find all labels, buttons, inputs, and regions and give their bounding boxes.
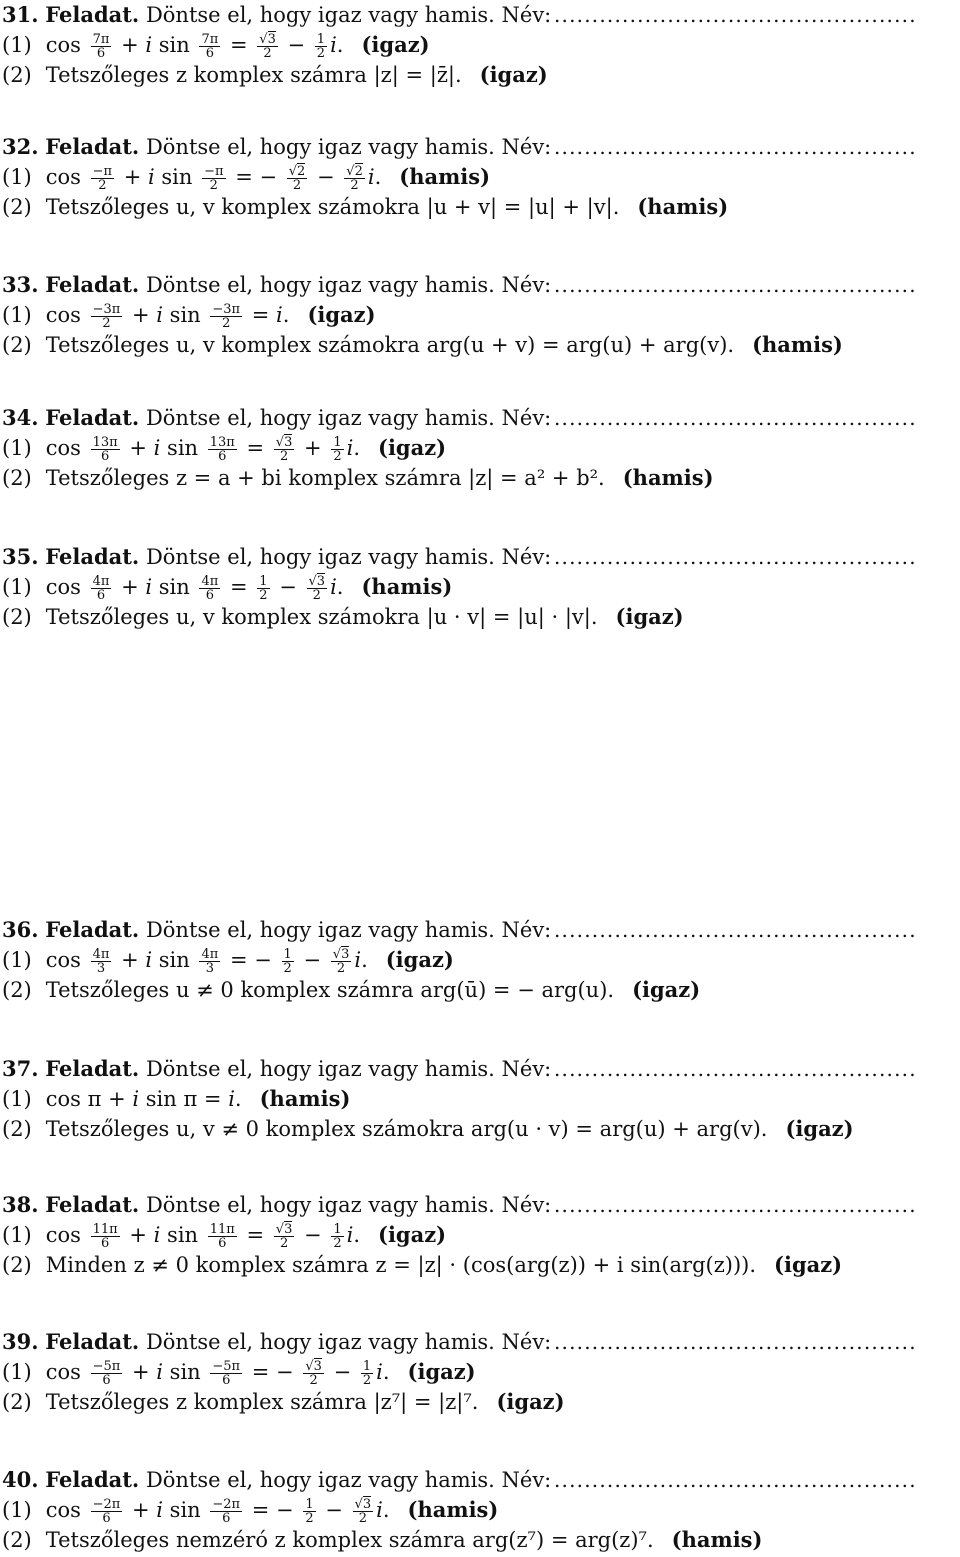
task-38	[2, 1190, 960, 1280]
task-number: 34.	[2, 405, 39, 430]
statement-mark: (1)	[2, 165, 32, 189]
verdict: (igaz)	[496, 1389, 565, 1414]
name-dots: ................................................	[554, 918, 917, 942]
task-number: 39.	[2, 1329, 39, 1354]
statement-mark: (2)	[2, 333, 32, 357]
statement-1	[2, 572, 960, 602]
name-label: Név:	[501, 1193, 552, 1217]
task-question: Döntse el, hogy igaz vagy hamis.	[145, 406, 495, 430]
task-label: Feladat.	[45, 1192, 140, 1217]
name-dots: ................................................	[554, 273, 917, 297]
statement-2	[2, 463, 960, 493]
task-label: Feladat.	[45, 544, 140, 569]
statement-2	[2, 192, 960, 222]
task-40	[2, 1465, 960, 1555]
verdict: (hamis)	[622, 465, 714, 490]
formula: cos $\frac{-5\pi}{6}$ + i sin $\frac{-5\pi}{6}$ = − √ $\frac{3}{2}$ − $\frac{1}{2}$ i.	[46, 1357, 390, 1387]
task-number: 36.	[2, 917, 39, 942]
name-label: Név:	[501, 918, 552, 942]
statement-text: Minden z ≠ 0 komplex számra z = |z| · (cos(arg(z)) + i sin(arg(z))).	[45, 1253, 757, 1277]
statement-2	[2, 330, 960, 360]
task-number: 37.	[2, 1056, 39, 1081]
task-35	[2, 542, 960, 632]
task-label: Feladat.	[45, 917, 140, 942]
statement-mark: (1)	[2, 1360, 32, 1384]
statement-2	[2, 1114, 960, 1144]
task-header	[2, 403, 960, 433]
verdict: (igaz)	[385, 947, 454, 972]
formula: cos $\frac{4\pi}{3}$ + i sin $\frac{4\pi}{3}$ = − $\frac{1}{2}$ − √ $\frac{3}{2}$ i.	[46, 945, 368, 975]
task-question: Döntse el, hogy igaz vagy hamis.	[145, 545, 495, 569]
name-label: Név:	[501, 1330, 552, 1354]
name-dots: ................................................	[554, 3, 917, 27]
statement-mark: (1)	[2, 1223, 32, 1247]
formula: cos $\frac{11\pi}{6}$ + i sin $\frac{11\pi}{6}$ = √ $\frac{3}{2}$ − $\frac{1}{2}$ i.	[46, 1220, 360, 1250]
statement-2	[2, 60, 960, 90]
statement-mark: (1)	[2, 303, 32, 327]
statement-2	[2, 1250, 960, 1280]
task-label: Feladat.	[45, 1467, 140, 1492]
task-question: Döntse el, hogy igaz vagy hamis.	[145, 135, 495, 159]
name-label: Név:	[501, 273, 552, 297]
task-question: Döntse el, hogy igaz vagy hamis.	[145, 1330, 495, 1354]
task-39	[2, 1327, 960, 1417]
verdict: (igaz)	[785, 1116, 854, 1141]
formula: cos $\frac{13\pi}{6}$ + i sin $\frac{13\pi}{6}$ = √ $\frac{3}{2}$ + $\frac{1}{2}$ i.	[46, 433, 360, 463]
task-number: 32.	[2, 134, 39, 159]
name-label: Név:	[501, 545, 552, 569]
formula: cos $\frac{-\pi}{2}$ + i sin $\frac{-\pi}{2}$ = − √ $\frac{2}{2}$ − √ $\frac{2}{2}$ i.	[46, 162, 382, 192]
verdict: (igaz)	[479, 62, 548, 87]
task-label: Feladat.	[45, 134, 140, 159]
task-number: 38.	[2, 1192, 39, 1217]
statement-mark: (1)	[2, 948, 32, 972]
statement-text: Tetszőleges u, v ≠ 0 komplex számokra arg(u · v) = arg(u) + arg(v).	[45, 1117, 768, 1141]
formula: cos $\frac{-2\pi}{6}$ + i sin $\frac{-2\pi}{6}$ = − $\frac{1}{2}$ − √ $\frac{3}{2}$ i.	[46, 1495, 390, 1525]
verdict: (hamis)	[259, 1086, 351, 1111]
verdict: (hamis)	[752, 332, 843, 357]
verdict: (igaz)	[361, 32, 430, 57]
statement-mark: (2)	[2, 1117, 32, 1141]
verdict: (igaz)	[378, 435, 447, 460]
verdict: (igaz)	[632, 977, 701, 1002]
statement-1	[2, 300, 960, 330]
statement-2	[2, 975, 960, 1005]
task-label: Feladat.	[45, 405, 140, 430]
task-question: Döntse el, hogy igaz vagy hamis.	[145, 1468, 495, 1492]
name-label: Név:	[501, 3, 552, 27]
task-question: Döntse el, hogy igaz vagy hamis.	[145, 273, 495, 297]
task-question: Döntse el, hogy igaz vagy hamis.	[145, 3, 495, 27]
verdict: (igaz)	[378, 1222, 447, 1247]
task-number: 35.	[2, 544, 39, 569]
task-37	[2, 1054, 960, 1144]
formula: cos $\frac{7\pi}{6}$ + i sin $\frac{7\pi}{6}$ = √ $\frac{3}{2}$ − $\frac{1}{2}$ i.	[46, 30, 344, 60]
statement-mark: (2)	[2, 1253, 32, 1277]
statement-2	[2, 1525, 960, 1555]
statement-1	[2, 433, 960, 463]
verdict: (hamis)	[399, 164, 491, 189]
name-label: Név:	[501, 1057, 552, 1081]
name-dots: ................................................	[554, 1468, 917, 1492]
task-header	[2, 270, 960, 300]
statement-mark: (2)	[2, 1390, 32, 1414]
statement-1	[2, 30, 960, 60]
task-header	[2, 915, 960, 945]
task-36	[2, 915, 960, 1005]
statement-mark: (1)	[2, 33, 32, 57]
name-label: Név:	[501, 1468, 552, 1492]
formula: cos π + i sin π = i.	[45, 1087, 242, 1111]
statement-text: Tetszőleges u, v komplex számokra arg(u + v) = arg(u) + arg(v).	[45, 333, 735, 357]
name-dots: ................................................	[554, 135, 917, 159]
statement-text: Tetszőleges z komplex számra |z| = |z̄|.	[45, 63, 462, 87]
statement-text: Tetszőleges u, v komplex számokra |u · v| = |u| · |v|.	[45, 605, 598, 629]
statement-mark: (1)	[2, 1498, 32, 1522]
verdict: (igaz)	[307, 302, 376, 327]
statement-1	[2, 1357, 960, 1387]
formula: cos $\frac{4\pi}{6}$ + i sin $\frac{4\pi}{6}$ = $\frac{1}{2}$ − √ $\frac{3}{2}$ i.	[46, 572, 344, 602]
task-32	[2, 132, 960, 222]
task-header	[2, 1465, 960, 1495]
statement-mark: (2)	[2, 978, 32, 1002]
statement-text: Tetszőleges z komplex számra |z⁷| = |z|⁷.	[45, 1390, 479, 1414]
verdict: (hamis)	[671, 1527, 763, 1552]
name-dots: ................................................	[554, 1057, 917, 1081]
verdict: (hamis)	[407, 1497, 499, 1522]
verdict: (hamis)	[637, 194, 729, 219]
statement-1	[2, 945, 960, 975]
statement-text: Tetszőleges u ≠ 0 komplex számra arg(ū) = − arg(u).	[45, 978, 615, 1002]
name-dots: ................................................	[554, 545, 917, 569]
name-dots: ................................................	[554, 1330, 917, 1354]
task-label: Feladat.	[45, 2, 140, 27]
task-33	[2, 270, 960, 360]
task-header	[2, 1327, 960, 1357]
task-label: Feladat.	[45, 272, 140, 297]
task-label: Feladat.	[45, 1329, 140, 1354]
statement-1	[2, 1495, 960, 1525]
statement-mark: (1)	[2, 436, 32, 460]
task-number: 31.	[2, 2, 39, 27]
verdict: (igaz)	[774, 1252, 843, 1277]
statement-2	[2, 602, 960, 632]
statement-mark: (2)	[2, 466, 32, 490]
statement-2	[2, 1387, 960, 1417]
statement-1	[2, 162, 960, 192]
statement-text: Tetszőleges nemzéró z komplex számra arg(z⁷) = arg(z)⁷.	[45, 1528, 654, 1552]
task-header	[2, 1190, 960, 1220]
statement-text: Tetszőleges u, v komplex számokra |u + v| = |u| + |v|.	[45, 195, 620, 219]
task-number: 33.	[2, 272, 39, 297]
name-label: Név:	[501, 406, 552, 430]
statement-mark: (1)	[2, 1087, 32, 1111]
task-question: Döntse el, hogy igaz vagy hamis.	[145, 918, 495, 942]
task-label: Feladat.	[45, 1056, 140, 1081]
name-label: Név:	[501, 135, 552, 159]
name-dots: ................................................	[554, 406, 917, 430]
verdict: (hamis)	[361, 574, 453, 599]
task-header	[2, 132, 960, 162]
task-header	[2, 1054, 960, 1084]
task-34	[2, 403, 960, 493]
statement-text: Tetszőleges z = a + bi komplex számra |z| = a² + b².	[45, 466, 605, 490]
verdict: (igaz)	[615, 604, 684, 629]
task-number: 40.	[2, 1467, 39, 1492]
statement-mark: (2)	[2, 195, 32, 219]
task-question: Döntse el, hogy igaz vagy hamis.	[145, 1193, 495, 1217]
statement-mark: (2)	[2, 63, 32, 87]
statement-mark: (2)	[2, 605, 32, 629]
statement-mark: (2)	[2, 1528, 32, 1552]
verdict: (igaz)	[407, 1359, 476, 1384]
statement-mark: (1)	[2, 575, 32, 599]
task-31	[2, 0, 960, 90]
statement-1	[2, 1084, 960, 1114]
name-dots: ................................................	[554, 1193, 917, 1217]
task-header	[2, 0, 960, 30]
formula: cos $\frac{-3\pi}{2}$ + i sin $\frac{-3\pi}{2}$ = i.	[45, 302, 290, 331]
task-header	[2, 542, 960, 572]
statement-1	[2, 1220, 960, 1250]
task-question: Döntse el, hogy igaz vagy hamis.	[145, 1057, 495, 1081]
